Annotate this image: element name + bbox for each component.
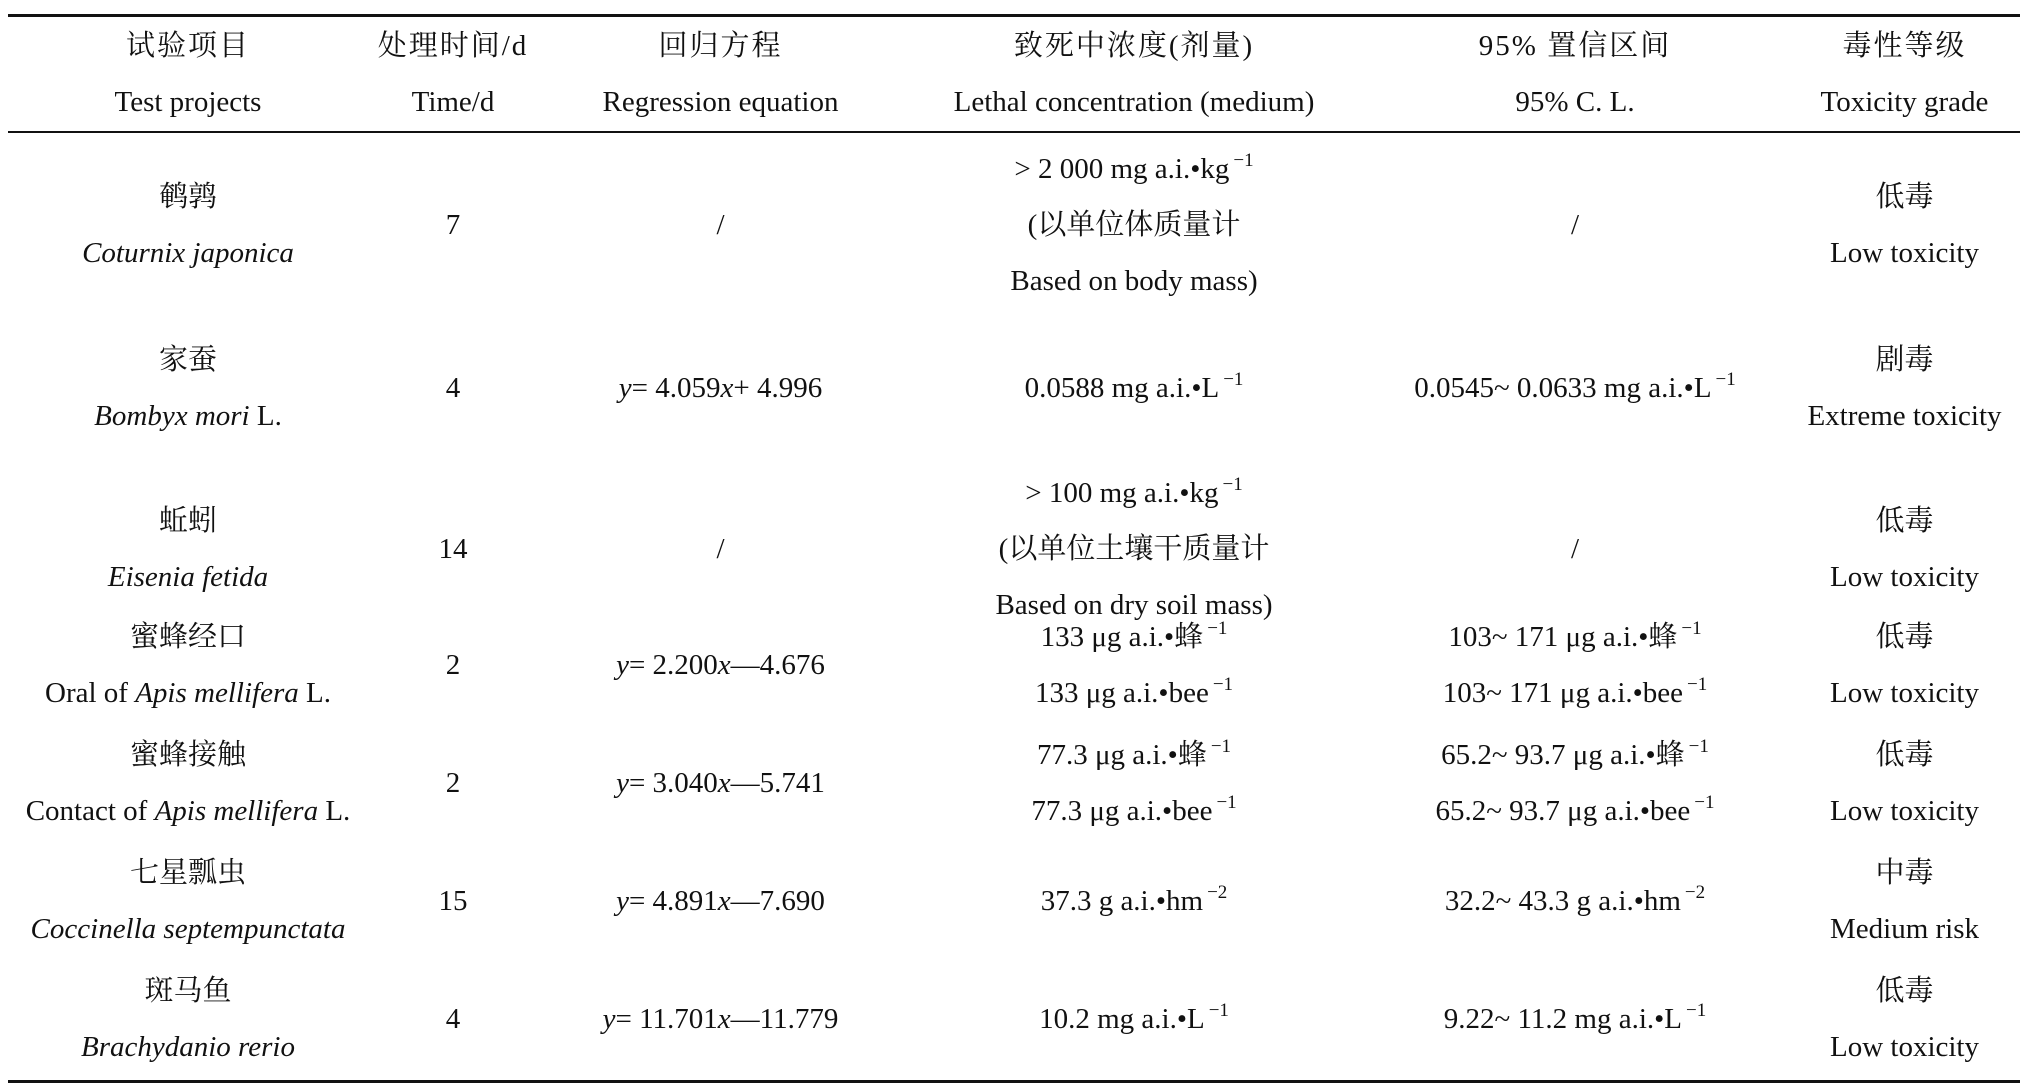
subject-cn: 斑马鱼	[144, 975, 232, 1007]
header-confidence-interval	[1365, 16, 1785, 131]
regression-equation	[616, 637, 825, 693]
header-cn: 处理时间/d	[377, 29, 529, 62]
text-run: L.	[298, 677, 331, 709]
regression-equation	[616, 755, 825, 811]
lc-line	[1010, 253, 1257, 309]
value-text: 77.3 μg a.i.•bee	[1031, 795, 1213, 827]
lc-line	[1037, 727, 1231, 783]
confidence-interval-cell	[1365, 960, 1785, 1078]
subject-cell	[8, 136, 368, 314]
header-regression	[538, 16, 903, 131]
text-run: = 4.059	[631, 372, 721, 404]
subject-en	[94, 388, 282, 444]
table-header-rule	[8, 131, 2020, 133]
text-run: y	[618, 372, 632, 404]
time-value: 15	[438, 885, 468, 917]
toxicity-grade-cell	[1785, 842, 2024, 960]
text-run: L.	[249, 400, 282, 432]
value-text: Based on body mass)	[1010, 265, 1258, 297]
subject-cn: 七星瓢虫	[129, 857, 246, 889]
value-text: > 2 000 mg a.i.•kg	[1014, 153, 1230, 185]
grade-cn: 低毒	[1875, 505, 1934, 537]
time-value: 4	[445, 1003, 461, 1035]
subject-cn: 蜜蜂接触	[129, 739, 246, 771]
ci-line	[1444, 991, 1706, 1047]
text-run: Oral of	[45, 677, 136, 709]
subject-en	[31, 901, 346, 957]
text-run: y	[616, 649, 629, 681]
text-run: x	[717, 885, 731, 917]
lc-line	[1035, 665, 1233, 721]
text-run: x	[720, 372, 734, 404]
header-en: Time/d	[411, 85, 495, 118]
text-run: = 3.040	[628, 767, 718, 799]
ci-line	[1443, 665, 1708, 721]
subject-en	[82, 225, 294, 281]
header-en: Test projects	[114, 85, 262, 118]
value-text: > 100 mg a.i.•kg	[1025, 477, 1219, 509]
time-cell	[368, 136, 538, 314]
text-run: —7.690	[730, 885, 825, 917]
text-run: y	[616, 767, 629, 799]
grade-en: Low toxicity	[1829, 1031, 1979, 1063]
time-value: 4	[445, 372, 461, 404]
time-value: 7	[445, 209, 461, 241]
value-text: (以单位体质量计	[1027, 209, 1241, 241]
toxicity-grade-cell	[1785, 960, 2024, 1078]
equation-cell	[538, 136, 903, 314]
unit-exponent: −1	[1686, 1000, 1707, 1021]
grade-cn: 低毒	[1875, 739, 1934, 771]
regression-equation	[619, 360, 822, 416]
header-en: Regression equation	[602, 85, 839, 118]
subject-en	[81, 1019, 295, 1075]
confidence-interval-cell	[1365, 136, 1785, 314]
header-en: Toxicity grade	[1820, 85, 1989, 118]
text-run: Apis mellifera	[154, 795, 319, 827]
value-text: 32.2~ 43.3 g a.i.•hm	[1444, 885, 1681, 917]
regression-equation	[603, 991, 839, 1047]
subject-en	[45, 665, 331, 721]
grade-en: Low toxicity	[1829, 237, 1979, 269]
ci-line	[1448, 609, 1701, 665]
grade-cn: 中毒	[1875, 857, 1934, 889]
grade-cn: 低毒	[1875, 975, 1934, 1007]
unit-exponent: −2	[1207, 882, 1228, 903]
text-run: —11.779	[730, 1003, 839, 1035]
lethal-concentration-cell	[903, 842, 1365, 960]
text-run: y	[602, 1003, 616, 1035]
value-text: 9.22~ 11.2 mg a.i.•L	[1443, 1003, 1682, 1035]
grade-en: Low toxicity	[1829, 795, 1979, 827]
lc-line	[1031, 783, 1236, 839]
ci-line	[1445, 873, 1705, 929]
lc-line	[1025, 465, 1242, 521]
lc-line	[1025, 360, 1244, 416]
text-run: Brachydanio rerio	[81, 1031, 295, 1063]
time-cell	[368, 314, 538, 462]
unit-exponent: −2	[1684, 882, 1706, 903]
text-run: Eisenia fetida	[107, 561, 269, 593]
time-value: 2	[445, 649, 461, 681]
text-run: x	[717, 1003, 731, 1035]
ci-line	[1414, 360, 1736, 416]
header-toxicity-grade	[1785, 16, 2024, 131]
equation-cell	[538, 314, 903, 462]
time-cell	[368, 842, 538, 960]
text-run: Coturnix japonica	[82, 237, 294, 269]
time-cell	[368, 606, 538, 724]
value-text: 65.2~ 93.7 μg a.i.•蜂	[1441, 739, 1685, 771]
value-text: 133 μg a.i.•蜂	[1040, 621, 1204, 653]
header-cn: 试验项目	[125, 29, 250, 62]
value-text: 10.2 mg a.i.•L	[1039, 1003, 1205, 1035]
text-run: = 4.891	[628, 885, 718, 917]
lc-line	[1041, 609, 1228, 665]
text-run: /	[716, 209, 725, 241]
lethal-concentration-cell	[903, 136, 1365, 314]
ci-line	[1435, 783, 1714, 839]
toxicity-grade-cell	[1785, 136, 2024, 314]
value-text: 133 μg a.i.•bee	[1034, 677, 1209, 709]
subject-cell	[8, 842, 368, 960]
value-text: 103~ 171 μg a.i.•bee	[1442, 677, 1684, 709]
time-cell	[368, 724, 538, 842]
lethal-concentration-cell	[903, 606, 1365, 724]
ci-line	[1571, 197, 1579, 253]
subject-cn: 家蚕	[158, 344, 217, 376]
grade-cn: 剧毒	[1875, 344, 1934, 376]
unit-exponent: −1	[1210, 736, 1232, 757]
unit-exponent: −1	[1688, 736, 1709, 757]
value-text: 0.0545~ 0.0633 mg a.i.•L	[1414, 372, 1712, 404]
subject-en	[108, 549, 268, 605]
subject-en	[26, 783, 351, 839]
unit-exponent: −1	[1208, 1000, 1229, 1021]
text-run: Contact of	[25, 795, 155, 827]
regression-equation	[616, 873, 825, 929]
confidence-interval-cell	[1365, 606, 1785, 724]
equation-cell	[538, 960, 903, 1078]
subject-cell	[8, 606, 368, 724]
value-text: Based on dry soil mass)	[995, 589, 1273, 621]
toxicity-grade-cell	[1785, 314, 2024, 462]
header-cn: 毒性等级	[1842, 29, 1967, 62]
ci-line	[1571, 521, 1579, 577]
text-run: + 4.996	[733, 372, 823, 404]
value-text: /	[1570, 533, 1580, 565]
text-run: Apis mellifera	[135, 677, 299, 709]
lethal-concentration-cell	[903, 314, 1365, 462]
text-run: —5.741	[730, 767, 825, 799]
equation-cell	[538, 724, 903, 842]
subject-cn: 蚯蚓	[158, 505, 217, 537]
value-text: 0.0588 mg a.i.•L	[1024, 372, 1220, 404]
time-cell	[368, 960, 538, 1078]
value-text: 103~ 171 μg a.i.•蜂	[1448, 621, 1678, 653]
grade-cn: 低毒	[1875, 621, 1934, 653]
text-run: y	[616, 885, 629, 917]
subject-cell	[8, 724, 368, 842]
grade-en: Medium risk	[1829, 913, 1980, 945]
unit-exponent: −1	[1223, 369, 1244, 390]
equation-cell	[538, 606, 903, 724]
header-test-projects	[8, 16, 368, 131]
subject-cell	[8, 960, 368, 1078]
lc-line	[1014, 141, 1253, 197]
ci-line	[1441, 727, 1709, 783]
regression-equation	[716, 197, 724, 253]
table-bottom-rule	[8, 1080, 2020, 1083]
lc-line	[999, 521, 1270, 577]
lethal-concentration-cell	[903, 724, 1365, 842]
value-text: 65.2~ 93.7 μg a.i.•bee	[1435, 795, 1691, 827]
toxicity-grade-cell	[1785, 724, 2024, 842]
header-cn: 回归方程	[658, 29, 783, 62]
subject-cell	[8, 314, 368, 462]
grade-en: Low toxicity	[1829, 561, 1979, 593]
regression-equation	[716, 521, 724, 577]
header-cn: 95% 置信区间	[1478, 29, 1672, 62]
text-run: L.	[318, 795, 351, 827]
subject-cn: 鹌鹑	[158, 181, 217, 213]
subject-cn: 蜜蜂经口	[129, 621, 246, 653]
unit-exponent: −1	[1222, 474, 1243, 495]
header-cn: 致死中浓度(剂量)	[1013, 29, 1255, 62]
text-run: —4.676	[730, 649, 825, 681]
lc-line	[1041, 873, 1228, 929]
unit-exponent: −1	[1233, 150, 1254, 171]
text-run: x	[717, 767, 731, 799]
grade-en: Extreme toxicity	[1807, 400, 2002, 432]
header-time	[368, 16, 538, 131]
value-text: /	[1570, 209, 1580, 241]
unit-exponent: −1	[1694, 792, 1715, 813]
confidence-interval-cell	[1365, 314, 1785, 462]
text-run: Coccinella septempunctata	[30, 913, 346, 945]
unit-exponent: −1	[1681, 618, 1702, 639]
value-text: (以单位土壤干质量计	[998, 533, 1270, 565]
confidence-interval-cell	[1365, 724, 1785, 842]
grade-cn: 低毒	[1875, 181, 1934, 213]
confidence-interval-cell	[1365, 842, 1785, 960]
unit-exponent: −1	[1216, 792, 1237, 813]
value-text: 77.3 μg a.i.•蜂	[1036, 739, 1207, 771]
text-run: = 2.200	[628, 649, 718, 681]
header-lethal-concentration	[903, 16, 1365, 131]
text-run: = 11.701	[615, 1003, 718, 1035]
unit-exponent: −1	[1212, 674, 1234, 695]
value-text: 37.3 g a.i.•hm	[1040, 885, 1204, 917]
header-en: Lethal concentration (medium)	[953, 85, 1315, 118]
unit-exponent: −1	[1687, 674, 1708, 695]
text-run: /	[716, 533, 725, 565]
unit-exponent: −1	[1207, 618, 1228, 639]
lethal-concentration-cell	[903, 960, 1365, 1078]
time-value: 2	[445, 767, 461, 799]
header-en: 95% C. L.	[1515, 85, 1635, 118]
lc-line	[1028, 197, 1241, 253]
time-value: 14	[438, 533, 468, 565]
toxicity-grade-cell	[1785, 606, 2024, 724]
grade-en: Low toxicity	[1829, 677, 1979, 709]
text-run: Bombyx mori	[94, 400, 250, 432]
text-run: x	[717, 649, 731, 681]
equation-cell	[538, 842, 903, 960]
unit-exponent: −1	[1715, 369, 1736, 390]
lc-line	[1039, 991, 1229, 1047]
